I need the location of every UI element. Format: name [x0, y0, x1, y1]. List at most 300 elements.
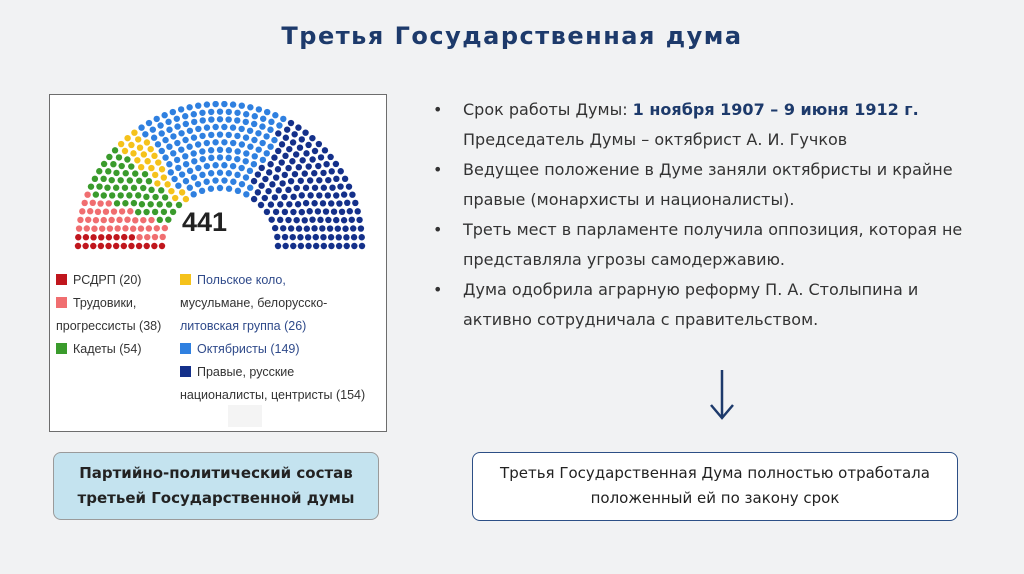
seat-dot — [247, 104, 253, 110]
seat-dot — [328, 243, 334, 249]
seat-dot — [148, 187, 154, 193]
seat-dot — [105, 243, 111, 249]
seat-dot — [162, 225, 168, 231]
seat-dot — [141, 151, 147, 157]
seat-dot — [255, 130, 261, 136]
seat-dot — [225, 155, 231, 161]
seat-dot — [329, 185, 335, 191]
seat-dot — [292, 171, 298, 177]
seat-dot — [259, 123, 265, 129]
seat-dot — [152, 194, 158, 200]
seat-dot — [135, 192, 141, 198]
seat-dot — [349, 217, 355, 223]
seat-dot — [259, 165, 265, 171]
seat-dot — [336, 200, 342, 206]
seat-dot — [221, 139, 227, 145]
seat-dot — [119, 163, 125, 169]
seat-dot — [234, 148, 240, 154]
seat-dot — [204, 101, 210, 107]
seat-dot — [84, 225, 90, 231]
seat-dot — [135, 136, 141, 142]
caption-line-1: Партийно-политический состав — [79, 464, 353, 482]
seat-dot — [208, 186, 214, 192]
seat-dot — [161, 112, 167, 118]
seat-dot — [159, 148, 165, 154]
seat-dot — [100, 176, 106, 182]
seat-dot — [160, 234, 166, 240]
seat-dot — [234, 156, 240, 162]
seat-dot — [217, 154, 223, 160]
seat-dot — [93, 217, 99, 223]
seat-dot — [154, 116, 160, 122]
seat-dot — [168, 169, 174, 175]
seat-dot — [307, 192, 313, 198]
seat-dot — [305, 142, 311, 148]
seat-dot — [117, 177, 123, 183]
seat-dot — [239, 102, 245, 108]
seat-dot — [82, 243, 88, 249]
legend-item-trudoviki: Трудовики, — [56, 292, 136, 315]
seat-dot — [114, 225, 120, 231]
seat-dot — [127, 177, 133, 183]
seat-dot — [124, 156, 130, 162]
seat-dot — [247, 144, 253, 150]
seat-dot — [234, 110, 240, 116]
seat-dot — [259, 140, 265, 146]
parliament-chart-panel — [49, 94, 387, 432]
seat-dot — [116, 217, 122, 223]
seat-dot — [90, 234, 96, 240]
composition-caption-box — [53, 452, 379, 520]
seat-dot — [333, 192, 339, 198]
seat-dot — [175, 183, 181, 189]
seat-dot — [280, 225, 286, 231]
seat-dot — [290, 194, 296, 200]
seat-dot — [175, 165, 181, 171]
seat-dot — [170, 133, 176, 139]
seat-dot — [128, 163, 134, 169]
seat-dot — [319, 225, 325, 231]
seat-dot — [221, 124, 227, 130]
seat-dot — [152, 172, 158, 178]
seat-dot — [277, 201, 283, 207]
seat-dot — [282, 243, 288, 249]
seat-dot — [155, 141, 161, 147]
seat-dot — [191, 134, 197, 140]
seat-dot — [298, 178, 304, 184]
seat-dot — [204, 124, 210, 130]
seat-dot — [316, 177, 322, 183]
seat-dot — [166, 127, 172, 133]
seat-dot — [317, 217, 323, 223]
seat-dot — [256, 106, 262, 112]
seat-dot — [124, 135, 130, 141]
seat-dot — [131, 129, 137, 135]
seat-dot — [243, 191, 249, 197]
seat-dot — [318, 154, 324, 160]
seat-dot — [328, 200, 334, 206]
seat-dot — [174, 140, 180, 146]
seat-dot — [178, 146, 184, 152]
seat-dot — [282, 153, 288, 159]
seat-dot — [75, 243, 81, 249]
seat-dot — [273, 174, 279, 180]
seat-dot — [157, 201, 163, 207]
seat-dot — [84, 192, 90, 198]
seat-dot — [95, 209, 101, 215]
seat-dot — [341, 191, 347, 197]
seat-dot — [315, 163, 321, 169]
seat-dot — [212, 139, 218, 145]
seat-dot — [268, 201, 274, 207]
seat-dot — [288, 225, 294, 231]
seat-dot — [124, 216, 130, 222]
seat-dot — [200, 156, 206, 162]
bullet-icon: • — [433, 280, 443, 299]
seat-dot — [315, 208, 321, 214]
seat-dot — [316, 192, 322, 198]
seat-dot — [187, 168, 193, 174]
seat-dot — [142, 171, 148, 177]
seat-dot — [333, 161, 339, 167]
seat-dot — [302, 129, 308, 135]
seat-dot — [199, 110, 205, 116]
seat-dot — [187, 128, 193, 134]
seat-dot — [274, 234, 280, 240]
seat-dot — [128, 142, 134, 148]
arrow-down-icon — [707, 368, 737, 422]
seat-dot — [234, 172, 240, 178]
legend-item-octobrists: Октябристы (149) — [180, 338, 300, 361]
seat-dot — [186, 104, 192, 110]
seat-dot — [212, 124, 218, 130]
seat-dot — [266, 169, 272, 175]
seat-dot — [221, 101, 227, 107]
seat-dot — [338, 168, 344, 174]
seat-dot — [107, 225, 113, 231]
seat-dot — [290, 243, 296, 249]
seat-dot — [351, 243, 357, 249]
seat-dot — [264, 150, 270, 156]
seat-dot — [208, 155, 214, 161]
seat-dot — [325, 217, 331, 223]
seat-dot — [137, 145, 143, 151]
seat-dot — [159, 166, 165, 172]
seat-dot — [143, 209, 149, 215]
seat-dot — [113, 185, 119, 191]
seat-dot — [309, 156, 315, 162]
seat-dot — [262, 176, 268, 182]
seat-dot — [323, 208, 329, 214]
seat-dot — [161, 209, 167, 215]
seat-dot — [144, 234, 150, 240]
seat-dot — [262, 195, 268, 201]
seat-dot — [170, 109, 176, 115]
seat-dot — [144, 243, 150, 249]
seat-dot — [130, 226, 136, 232]
legend-item-polish: Польское коло, — [180, 269, 286, 292]
seat-dot — [303, 200, 309, 206]
seat-dot — [289, 158, 295, 164]
seat-dot — [111, 208, 117, 214]
seat-dot — [186, 144, 192, 150]
seat-dot — [164, 181, 170, 187]
seat-dot — [230, 140, 236, 146]
seat-dot — [187, 185, 193, 191]
seat-dot — [191, 158, 197, 164]
seat-dot — [122, 200, 128, 206]
seat-dot — [174, 157, 180, 163]
seat-dot — [116, 154, 122, 160]
seat-dot — [293, 151, 299, 157]
seat-dot — [191, 119, 197, 125]
seat-dot — [151, 243, 157, 249]
seat-dot — [243, 111, 249, 117]
seat-dot — [136, 243, 142, 249]
seat-dot — [272, 112, 278, 118]
seat-dot — [212, 162, 218, 168]
seat-dot — [351, 234, 357, 240]
seat-dot — [251, 178, 257, 184]
seat-dot — [230, 179, 236, 185]
seat-dot — [178, 130, 184, 136]
seat-dot — [147, 201, 153, 207]
seat-dot — [132, 217, 138, 223]
seat-dot — [190, 150, 196, 156]
seat-dot — [98, 234, 104, 240]
seat-dot — [154, 225, 160, 231]
seat-dot — [90, 243, 96, 249]
bullet-icon: • — [433, 220, 443, 239]
seat-dot — [106, 154, 112, 160]
legend-item-polish-2: мусульмане, белорусско- — [180, 296, 328, 310]
seat-dot — [146, 225, 152, 231]
seat-dot — [146, 178, 152, 184]
seat-dot — [172, 195, 178, 201]
seat-dot — [288, 178, 294, 184]
seat-dot — [165, 119, 171, 125]
seat-dot — [297, 145, 303, 151]
seat-dot — [143, 194, 149, 200]
seat-dot — [252, 153, 258, 159]
seat-dot — [336, 234, 342, 240]
seat-dot — [323, 161, 329, 167]
panel-strip — [228, 405, 262, 427]
seat-dot — [333, 217, 339, 223]
seat-dot — [123, 170, 129, 176]
seat-dot — [225, 116, 231, 122]
seat-dot — [134, 157, 140, 163]
seat-dot — [221, 177, 227, 183]
seat-dot — [117, 192, 123, 198]
seat-dot — [155, 159, 161, 165]
seat-dot — [258, 202, 264, 208]
seat-dot — [208, 116, 214, 122]
seat-dot — [350, 225, 356, 231]
seat-dot — [170, 209, 176, 215]
seat-dot — [341, 217, 347, 223]
seat-dot — [90, 200, 96, 206]
seat-dot — [313, 243, 319, 249]
seat-dot — [282, 209, 288, 215]
seat-dot — [312, 148, 318, 154]
seat-dot — [200, 117, 206, 123]
seat-dot — [131, 185, 137, 191]
seat-dot — [346, 183, 352, 189]
seat-dot — [199, 133, 205, 139]
seat-dot — [342, 226, 348, 232]
seat-dot — [230, 124, 236, 130]
seat-dot — [166, 143, 172, 149]
seat-dot — [158, 187, 164, 193]
seat-dot — [263, 133, 269, 139]
seat-dot — [358, 225, 364, 231]
caption-line-2: третьей Государственной думы — [77, 489, 355, 507]
seat-dot — [151, 153, 157, 159]
seat-dot — [327, 154, 333, 160]
seat-dot — [258, 183, 264, 189]
seat-dot — [311, 200, 317, 206]
seat-dot — [264, 109, 270, 115]
seat-dot — [212, 177, 218, 183]
seat-dot — [132, 170, 138, 176]
seat-dot — [286, 201, 292, 207]
seat-dot — [337, 183, 343, 189]
seat-dot — [280, 116, 286, 122]
seat-dot — [226, 147, 232, 153]
seat-dot — [79, 208, 85, 214]
seat-dot — [195, 102, 201, 108]
seat-dot — [162, 194, 168, 200]
seat-dot — [286, 146, 292, 152]
seat-dot — [148, 217, 154, 223]
seat-dot — [144, 158, 150, 164]
seat-dot — [238, 165, 244, 171]
seat-dot — [183, 196, 189, 202]
seat-dot — [131, 200, 137, 206]
seat-dot — [247, 128, 253, 134]
seat-dot — [305, 243, 311, 249]
seat-dot — [76, 225, 82, 231]
seat-dot — [239, 141, 245, 147]
seat-dot — [121, 234, 127, 240]
page-title: Третья Государственная дума — [281, 22, 743, 50]
seat-dot — [135, 209, 141, 215]
seat-dot — [93, 191, 99, 197]
seat-dot — [306, 208, 312, 214]
seat-dot — [290, 139, 296, 145]
seat-dot — [243, 150, 249, 156]
seat-dot — [320, 170, 326, 176]
seat-dot — [208, 147, 214, 153]
seat-dot — [162, 137, 168, 143]
total-seats: 441 — [182, 207, 228, 237]
seat-dot — [83, 234, 89, 240]
seat-dot — [328, 234, 334, 240]
seat-dot — [136, 178, 142, 184]
legend-swatch — [56, 343, 67, 354]
seat-dot — [355, 208, 361, 214]
seat-dot — [349, 192, 355, 198]
seat-dot — [174, 116, 180, 122]
seat-dot — [336, 243, 342, 249]
seat-dot — [325, 177, 331, 183]
seat-dot — [284, 126, 290, 132]
seat-dot — [179, 171, 185, 177]
legend-swatch — [180, 343, 191, 354]
seat-dot — [121, 243, 127, 249]
seat-dot — [226, 132, 232, 138]
seat-dot — [157, 217, 163, 223]
seat-dot — [281, 194, 287, 200]
seat-dot — [283, 135, 289, 141]
seat-dot — [290, 234, 296, 240]
seat-dot — [179, 189, 185, 195]
seat-dot — [291, 131, 297, 137]
seat-dot — [298, 243, 304, 249]
seat-dot — [247, 185, 253, 191]
seat-dot — [217, 116, 223, 122]
seat-dot — [327, 225, 333, 231]
seat-dot — [282, 172, 288, 178]
seat-dot — [170, 150, 176, 156]
seat-dot — [311, 225, 317, 231]
seat-dot — [113, 170, 119, 176]
seat-dot — [101, 217, 107, 223]
seat-dot — [166, 201, 172, 207]
seat-dot — [230, 101, 236, 107]
seat-dot — [152, 209, 158, 215]
seat-dot — [217, 170, 223, 176]
seat-dot — [295, 201, 301, 207]
seat-dot — [352, 200, 358, 206]
seat-dot — [217, 185, 223, 191]
seat-dot — [112, 147, 118, 153]
seat-dot — [251, 121, 257, 127]
seat-dot — [321, 243, 327, 249]
seat-dot — [299, 192, 305, 198]
seat-dot — [161, 174, 167, 180]
seat-dot — [110, 161, 116, 167]
seat-dot — [101, 192, 107, 198]
conclusion-line-1: Третья Государственная Дума полностью отработала — [500, 464, 930, 482]
seat-dot — [183, 161, 189, 167]
seat-dot — [87, 208, 93, 214]
seat-dot — [260, 157, 266, 163]
conclusion-line-2: положенный ей по закону срок — [590, 489, 840, 507]
seat-dot — [256, 146, 262, 152]
seat-dot — [183, 121, 189, 127]
seat-dot — [279, 180, 285, 186]
seat-dot — [255, 171, 261, 177]
seat-dot — [105, 168, 111, 174]
seat-dot — [243, 119, 249, 125]
seat-dot — [275, 243, 281, 249]
legend-item-polish-3: литовская группа (26) — [180, 319, 307, 333]
seat-dot — [276, 122, 282, 128]
seat-dot — [255, 189, 261, 195]
seat-dot — [109, 192, 115, 198]
seat-dot — [295, 124, 301, 130]
seat-dot — [234, 117, 240, 123]
seat-dot — [329, 168, 335, 174]
seat-dot — [265, 188, 271, 194]
seat-dot — [313, 234, 319, 240]
seat-dot — [144, 139, 150, 145]
seat-dot — [190, 191, 196, 197]
seat-dot — [359, 243, 365, 249]
seat-dot — [122, 185, 128, 191]
